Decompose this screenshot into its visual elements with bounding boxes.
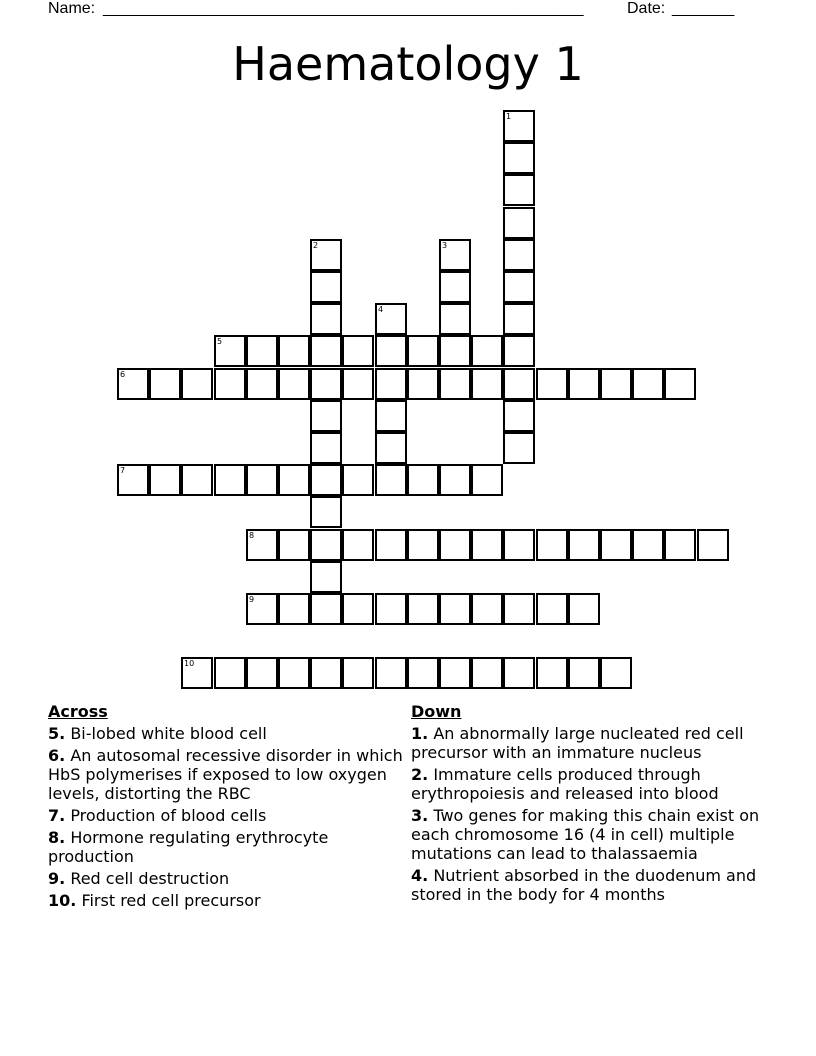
grid-cell[interactable]: [375, 464, 407, 496]
grid-cell[interactable]: [375, 529, 407, 561]
clue-number: 8.: [48, 828, 66, 847]
grid-cell[interactable]: [407, 593, 439, 625]
across-heading: Across: [48, 702, 108, 721]
grid-cell[interactable]: [503, 303, 535, 335]
clue-number: 9.: [48, 869, 66, 888]
grid-cell[interactable]: [310, 400, 342, 432]
grid-cell-1[interactable]: [503, 110, 535, 142]
clue-across-5: [48, 724, 406, 743]
grid-cell[interactable]: [278, 593, 310, 625]
clue-across-6: [48, 746, 406, 803]
grid-cell[interactable]: [600, 368, 632, 400]
grid-cell-5[interactable]: [214, 335, 246, 367]
grid-cell[interactable]: [503, 335, 535, 367]
clue-text: An autosomal recessive disorder in which HbS polymerises if exposed to low oxygen levels, distorting the RBC: [48, 746, 403, 803]
grid-cell[interactable]: [503, 142, 535, 174]
grid-cell[interactable]: [600, 657, 632, 689]
grid-cell[interactable]: [246, 368, 278, 400]
grid-cell[interactable]: [375, 400, 407, 432]
clue-text: An abnormally large nucleated red cell precursor with an immature nucleus: [411, 724, 744, 762]
clue-number-label: 6: [120, 370, 126, 379]
grid-cell[interactable]: [568, 529, 600, 561]
clue-text: Nutrient absorbed in the duodenum and stored in the body for 4 months: [411, 866, 757, 904]
grid-cell[interactable]: [471, 529, 503, 561]
grid-cell[interactable]: [568, 657, 600, 689]
grid-cell[interactable]: [503, 271, 535, 303]
clue-text: Two genes for making this chain exist on each chromosome 16 (4 in cell) multiple mutations can lead to thalassaemia: [411, 806, 760, 863]
grid-cell[interactable]: [246, 657, 278, 689]
clue-across-10: [48, 891, 406, 910]
grid-cell[interactable]: [278, 335, 310, 367]
grid-cell[interactable]: [503, 239, 535, 271]
grid-cell[interactable]: [310, 593, 342, 625]
grid-cell[interactable]: [342, 657, 374, 689]
clue-number-label: 10: [184, 659, 195, 668]
grid-cell-6[interactable]: [117, 368, 149, 400]
grid-cell[interactable]: [471, 335, 503, 367]
grid-cell[interactable]: [439, 271, 471, 303]
grid-cell[interactable]: [439, 464, 471, 496]
grid-cell[interactable]: [342, 464, 374, 496]
grid-cell[interactable]: [503, 368, 535, 400]
clue-number: 1.: [411, 724, 429, 743]
grid-cell[interactable]: [246, 335, 278, 367]
grid-cell[interactable]: [439, 335, 471, 367]
grid-cell[interactable]: [278, 657, 310, 689]
grid-cell[interactable]: [536, 593, 568, 625]
grid-cell[interactable]: [310, 529, 342, 561]
grid-cell[interactable]: [536, 657, 568, 689]
grid-cell[interactable]: [310, 496, 342, 528]
date-field[interactable]: _______: [672, 0, 735, 17]
clue-number: 10.: [48, 891, 77, 910]
grid-cell[interactable]: [503, 400, 535, 432]
grid-cell[interactable]: [310, 335, 342, 367]
grid-cell[interactable]: [407, 529, 439, 561]
grid-cell[interactable]: [536, 368, 568, 400]
grid-cell[interactable]: [375, 432, 407, 464]
clue-number-label: 8: [249, 531, 255, 540]
grid-cell[interactable]: [471, 657, 503, 689]
grid-cell[interactable]: [375, 368, 407, 400]
grid-cell[interactable]: [310, 657, 342, 689]
clue-text: First red cell precursor: [81, 891, 261, 910]
grid-cell[interactable]: [439, 368, 471, 400]
clue-down-2: [411, 765, 771, 803]
grid-cell[interactable]: [664, 368, 696, 400]
grid-cell[interactable]: [310, 432, 342, 464]
clue-text: Bi-lobed white blood cell: [70, 724, 267, 743]
clue-number-label: 9: [249, 595, 255, 604]
grid-cell[interactable]: [600, 529, 632, 561]
clue-number-label: 4: [378, 305, 384, 314]
clue-number: 5.: [48, 724, 66, 743]
grid-cell[interactable]: [503, 207, 535, 239]
grid-cell[interactable]: [536, 529, 568, 561]
grid-cell[interactable]: [407, 464, 439, 496]
name-label: Name:: [48, 0, 96, 17]
grid-cell[interactable]: [439, 303, 471, 335]
grid-cell[interactable]: [439, 593, 471, 625]
grid-cell[interactable]: [214, 368, 246, 400]
grid-cell[interactable]: [632, 368, 664, 400]
puzzle-title: Haematology 1: [232, 37, 584, 91]
grid-cell-7[interactable]: [117, 464, 149, 496]
clue-text: Production of blood cells: [70, 806, 267, 825]
grid-cell[interactable]: [342, 335, 374, 367]
across-clues: [48, 702, 406, 913]
grid-cell[interactable]: [310, 271, 342, 303]
grid-cell[interactable]: [439, 657, 471, 689]
grid-cell[interactable]: [503, 593, 535, 625]
grid-cell[interactable]: [181, 368, 213, 400]
grid-cell[interactable]: [149, 368, 181, 400]
clue-number: 3.: [411, 806, 429, 825]
grid-cell[interactable]: [503, 529, 535, 561]
grid-cell[interactable]: [181, 464, 213, 496]
grid-cell[interactable]: [246, 464, 278, 496]
clue-across-8: [48, 828, 406, 866]
grid-cell[interactable]: [632, 529, 664, 561]
grid-cell[interactable]: [471, 368, 503, 400]
grid-cell[interactable]: [375, 335, 407, 367]
grid-cell-4[interactable]: [375, 303, 407, 335]
clue-down-3: [411, 806, 771, 863]
down-heading: Down: [411, 702, 462, 721]
clue-text: Hormone regulating erythrocyte production: [48, 828, 329, 866]
grid-cell[interactable]: [375, 657, 407, 689]
grid-cell[interactable]: [310, 561, 342, 593]
grid-cell[interactable]: [503, 174, 535, 206]
grid-cell[interactable]: [697, 529, 729, 561]
grid-cell[interactable]: [407, 368, 439, 400]
grid-cell-2[interactable]: [310, 239, 342, 271]
grid-cell[interactable]: [149, 464, 181, 496]
clue-number-label: 5: [217, 337, 223, 346]
grid-cell[interactable]: [503, 657, 535, 689]
name-field[interactable]: ______________________________________________________: [103, 0, 584, 17]
grid-cell[interactable]: [342, 529, 374, 561]
grid-cell[interactable]: [342, 368, 374, 400]
clue-across-7: [48, 806, 406, 825]
grid-cell[interactable]: [278, 368, 310, 400]
date-label: Date:: [627, 0, 666, 17]
grid-cell-10[interactable]: [181, 657, 213, 689]
clue-down-1: [411, 724, 771, 762]
clue-number-label: 3: [442, 241, 448, 250]
grid-cell[interactable]: [407, 657, 439, 689]
clue-number: 7.: [48, 806, 66, 825]
clue-text: Red cell destruction: [70, 869, 230, 888]
clue-down-4: [411, 866, 771, 904]
clue-across-9: [48, 869, 406, 888]
grid-cell[interactable]: [310, 368, 342, 400]
grid-cell[interactable]: [471, 464, 503, 496]
clue-number: 6.: [48, 746, 66, 765]
grid-cell[interactable]: [278, 464, 310, 496]
grid-cell[interactable]: [342, 593, 374, 625]
grid-cell[interactable]: [568, 368, 600, 400]
clue-text: Immature cells produced through erythropoiesis and released into blood: [411, 765, 719, 803]
grid-cell[interactable]: [439, 529, 471, 561]
clue-number-label: 7: [120, 466, 126, 475]
down-clues: [411, 702, 771, 907]
grid-cell[interactable]: [407, 335, 439, 367]
grid-cell-3[interactable]: [439, 239, 471, 271]
clue-number: 4.: [411, 866, 429, 885]
grid-cell-8[interactable]: [246, 529, 278, 561]
grid-cell[interactable]: [375, 593, 407, 625]
grid-cell[interactable]: [664, 529, 696, 561]
grid-cell[interactable]: [310, 464, 342, 496]
grid-cell[interactable]: [568, 593, 600, 625]
grid-cell[interactable]: [471, 593, 503, 625]
clue-number-label: 1: [506, 112, 512, 121]
grid-cell[interactable]: [310, 303, 342, 335]
grid-cell-9[interactable]: [246, 593, 278, 625]
grid-cell[interactable]: [278, 529, 310, 561]
grid-cell[interactable]: [214, 464, 246, 496]
clue-number: 2.: [411, 765, 429, 784]
clue-number-label: 2: [313, 241, 319, 250]
grid-cell[interactable]: [503, 432, 535, 464]
grid-cell[interactable]: [214, 657, 246, 689]
